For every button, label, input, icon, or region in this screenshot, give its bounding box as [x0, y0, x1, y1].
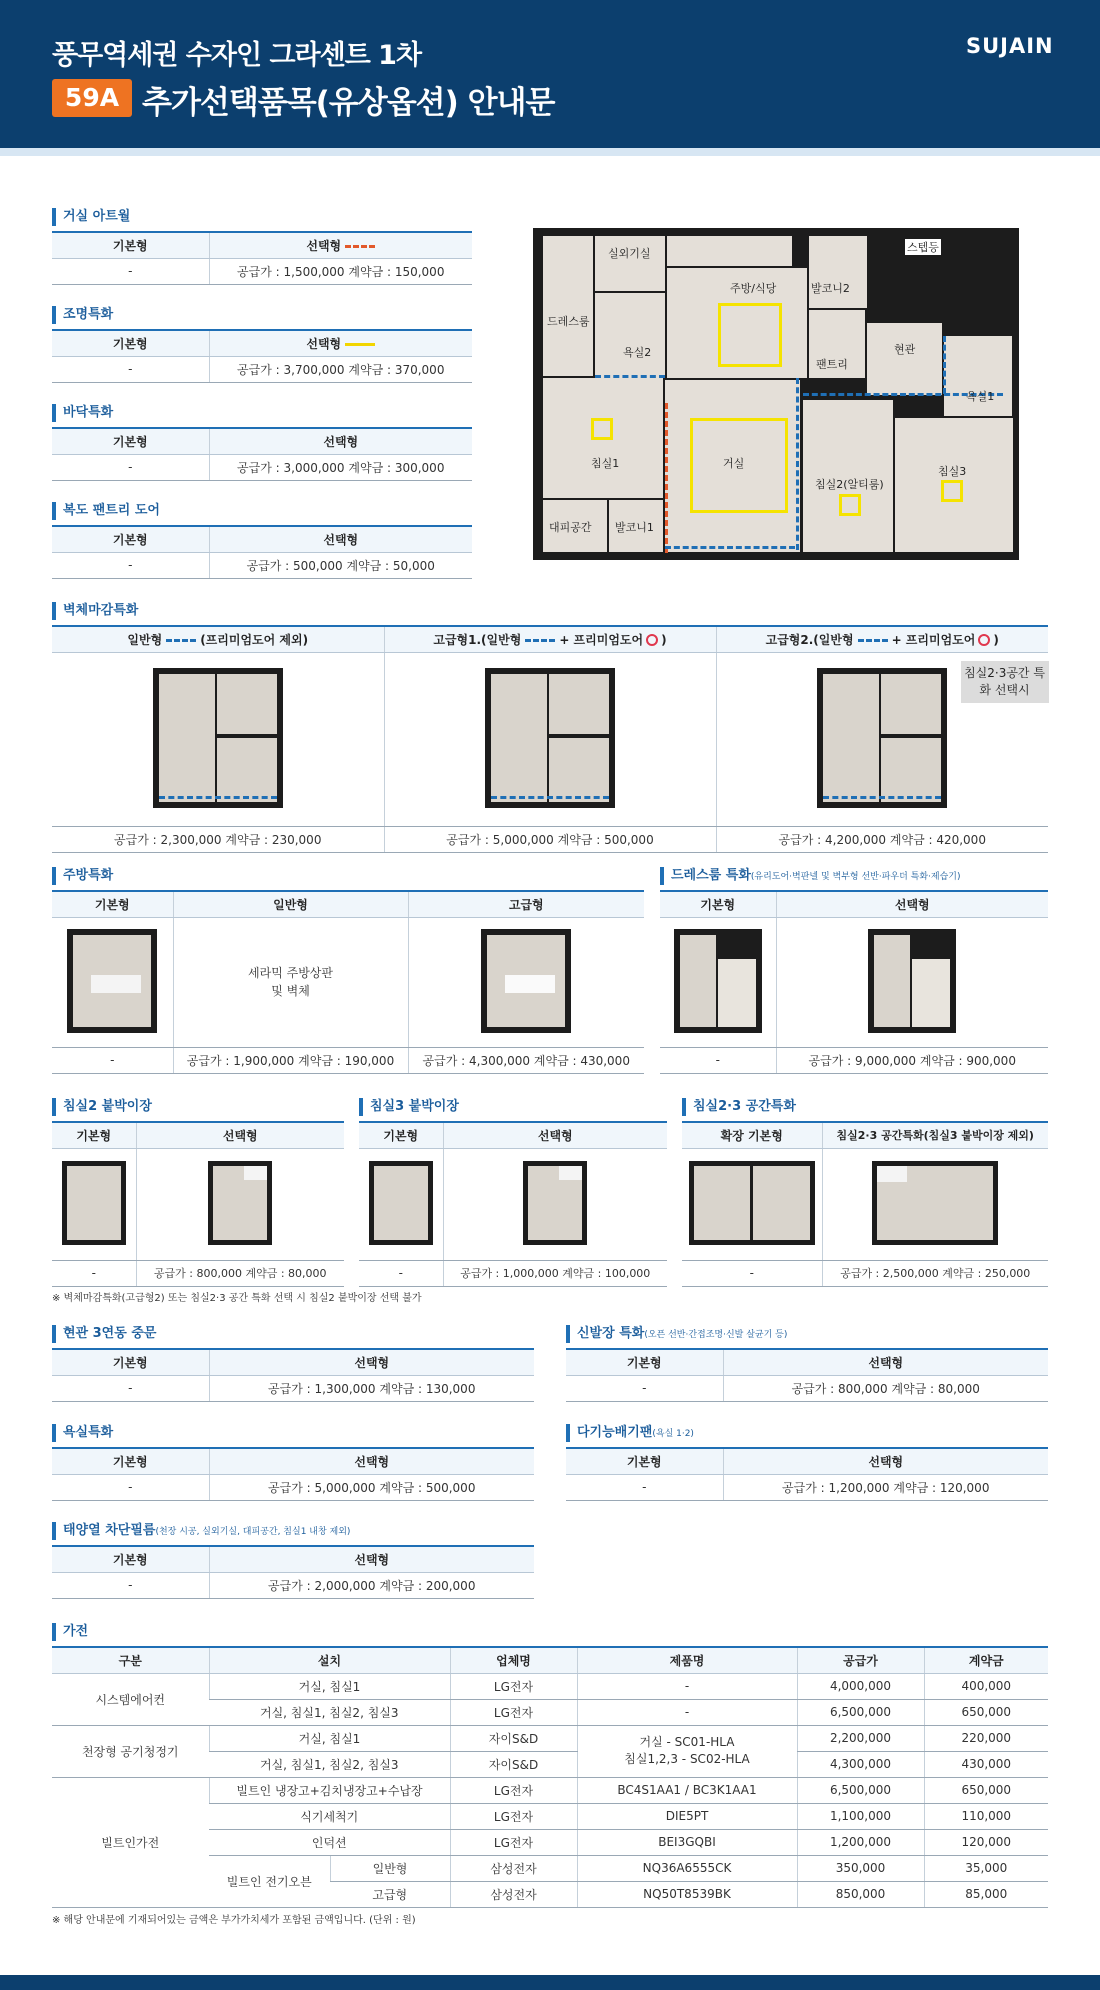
section-title: 조명특화: [52, 306, 472, 324]
oven-type-cell: 일반형: [330, 1855, 450, 1881]
bed1-light-highlight: [591, 418, 613, 440]
price-cell: 공급가 : 5,000,000 계약금 : 500,000: [209, 1474, 534, 1500]
kitchen-light-highlight: [718, 303, 782, 367]
product-cell: BEI3GQBI: [577, 1829, 797, 1855]
col-selected: 선택형: [209, 1349, 534, 1375]
price-cell: 공급가 : 5,000,000 계약금 : 500,000: [384, 826, 716, 852]
unit-type-badge: 59A: [52, 79, 132, 117]
plan-normal-cell: [52, 652, 384, 826]
price-cell: 공급가 : 9,000,000 계약금 : 900,000: [776, 1047, 1048, 1073]
price-cell: 공급가 : 1,900,000 계약금 : 190,000: [173, 1047, 408, 1073]
option-table: [52, 231, 472, 285]
basic-value: -: [566, 1375, 723, 1401]
col-deposit: 계약금: [924, 1647, 1048, 1673]
room-plan: [872, 1161, 998, 1245]
plan-premium2-cell: [716, 652, 1048, 826]
red-circle-legend-icon: [646, 634, 658, 646]
section-title: 바닥특화: [52, 404, 472, 422]
price-cell: 공급가 : 500,000 계약금 : 50,000: [209, 552, 472, 578]
red-circle-legend-icon: [978, 634, 990, 646]
blue-dash-legend-icon: [166, 639, 196, 642]
floor-section: [52, 404, 472, 481]
section-title: 다기능배기팬(욕실 1·2): [566, 1424, 1048, 1442]
bath2-area: [595, 293, 665, 378]
bed2-light-highlight: [839, 494, 861, 516]
price-cell: 공급가 : 3,000,000 계약금 : 300,000: [209, 454, 472, 480]
space-option-tag: 침실2·3공간 특화 선택시: [961, 661, 1049, 703]
price-cell: 공급가 : 2,500,000 계약금 : 250,000: [822, 1260, 1048, 1286]
kitchen-normal-desc: 세라믹 주방상판 및 벽체: [173, 917, 408, 1047]
col-product: 제품명: [577, 1647, 797, 1673]
product-cell: -: [577, 1699, 797, 1725]
option-table: [52, 1545, 534, 1599]
basic-image-cell: [52, 1148, 136, 1260]
room-label: 침실3: [938, 465, 967, 478]
company-cell: 삼성전자: [450, 1881, 577, 1907]
basic-value: -: [52, 1572, 209, 1598]
col-normal: 일반형 (프리미엄도어 제외): [52, 626, 384, 652]
col-selected: 선택형: [723, 1448, 1048, 1474]
kitchen-section: [52, 867, 644, 1074]
option-table: [52, 329, 472, 383]
supply-cell: 6,500,000: [797, 1699, 924, 1725]
balcony2-area: [809, 236, 867, 308]
basic-value: -: [359, 1260, 443, 1286]
room-plan: [62, 1161, 126, 1245]
option-table: [52, 1121, 344, 1287]
deposit-cell: 650,000: [924, 1777, 1048, 1803]
lighting-section: [52, 306, 472, 383]
deposit-cell: 650,000: [924, 1699, 1048, 1725]
company-cell: LG전자: [450, 1829, 577, 1855]
room-label: 발코니2: [811, 282, 850, 295]
price-cell: 공급가 : 1,500,000 계약금 : 150,000: [209, 258, 472, 284]
room-label: 욕실1: [966, 390, 995, 403]
col-basic: 기본형: [359, 1122, 443, 1148]
col-premium1: 고급형1.(일반형 + 프리미엄도어 ): [384, 626, 716, 652]
complex-title: 풍무역세권 수자인 그라센트 1차: [52, 40, 422, 71]
section-title: 욕실특화: [52, 1424, 534, 1442]
install-cell: 거실, 침실1, 침실2, 침실3: [209, 1751, 450, 1777]
deposit-cell: 120,000: [924, 1829, 1048, 1855]
section-title: 현관 3연동 중문: [52, 1325, 534, 1343]
basic-value: -: [52, 1375, 209, 1401]
room-label: 대피공간: [549, 521, 592, 534]
price-cell: 공급가 : 3,700,000 계약금 : 370,000: [209, 356, 472, 382]
selected-image-cell: [136, 1148, 344, 1260]
install-cell: 인덕션: [209, 1829, 450, 1855]
plan-premium1-cell: [384, 652, 716, 826]
kitchen-table: [52, 890, 644, 1074]
dressroom-table: [660, 890, 1048, 1074]
room-label: 침실2(알티룸): [815, 478, 884, 491]
room-plan: [208, 1161, 272, 1245]
category-cell: 천장형 공기청정기: [52, 1725, 209, 1777]
basic-value: -: [52, 356, 209, 382]
room-label: 욕실2: [623, 346, 652, 359]
product-cell: DIE5PT: [577, 1803, 797, 1829]
supply-cell: 4,300,000: [797, 1751, 924, 1777]
section-title: 신발장 특화(오픈 선반·간접조명·신발 살균기 등): [566, 1325, 1048, 1343]
document-subtitle: 추가선택품목(유상옵션) 안내문: [142, 85, 555, 121]
option-table: [566, 1447, 1048, 1501]
art-wall-marker: [665, 403, 668, 553]
kitchen-basic-plan: [67, 929, 157, 1033]
col-basic: 기본형: [52, 232, 209, 258]
header-divider: [0, 148, 1100, 156]
col-basic: 확장 기본형: [682, 1122, 822, 1148]
blue-dash-legend-icon: [525, 639, 555, 642]
kitchen-premium-image-cell: [408, 917, 644, 1047]
oven-label-cell: 빌트인 전기오븐: [209, 1855, 330, 1907]
bed3-light-highlight: [941, 480, 963, 502]
basic-value: -: [566, 1474, 723, 1500]
col-selected: 침실2·3 공간특화(침실3 붙박이장 제외): [822, 1122, 1048, 1148]
company-cell: LG전자: [450, 1777, 577, 1803]
product-cell: 거실 - SC01-HLA 침실1,2,3 - SC02-HLA: [577, 1725, 797, 1777]
product-cell: NQ36A6555CK: [577, 1855, 797, 1881]
mini-floor-plan: [153, 668, 283, 808]
col-basic: 기본형: [52, 428, 209, 454]
category-cell: 시스템에어컨: [52, 1673, 209, 1725]
product-cell: NQ50T8539BK: [577, 1881, 797, 1907]
closet-restriction-note: ※ 벽체마감특화(고급형2) 또는 침실2·3 공간 특화 선택 시 침실2 붙박이장 선택 불가: [52, 1293, 422, 1304]
install-cell: 빌트인 냉장고+김치냉장고+수납장: [209, 1777, 450, 1803]
section-title: 침실2 붙박이장: [52, 1098, 344, 1116]
col-premium: 고급형: [408, 891, 644, 917]
living-art-wall-section: [52, 208, 472, 285]
supply-cell: 850,000: [797, 1881, 924, 1907]
kitchen-counter: [667, 236, 792, 266]
room-label: 팬트리: [816, 358, 848, 371]
deposit-cell: 430,000: [924, 1751, 1048, 1777]
col-selected: 선택형: [209, 1448, 534, 1474]
selected-image-cell: [443, 1148, 667, 1260]
col-selected: 선택형: [443, 1122, 667, 1148]
room-label: 현관: [894, 343, 916, 356]
room-plan: [369, 1161, 433, 1245]
col-selected: 선택형: [136, 1122, 344, 1148]
company-cell: 삼성전자: [450, 1855, 577, 1881]
col-basic: 기본형: [566, 1448, 723, 1474]
section-title: 주방특화: [52, 867, 644, 885]
basic-value: -: [52, 1474, 209, 1500]
col-normal: 일반형: [173, 891, 408, 917]
dress-basic-image-cell: [660, 917, 776, 1047]
price-cell: 공급가 : 2,300,000 계약금 : 230,000: [52, 826, 384, 852]
dress-basic-plan: [674, 929, 762, 1033]
supply-cell: 1,100,000: [797, 1803, 924, 1829]
col-selected: 선택형: [209, 232, 472, 258]
header-banner: [0, 0, 1100, 148]
room-label: 스텝등: [907, 241, 939, 254]
mini-floor-plan: [817, 668, 947, 808]
room-label: 드레스룸: [547, 315, 590, 328]
exhaust-fan-section: [566, 1424, 1048, 1501]
shoe-cabinet-section: [566, 1325, 1048, 1402]
supply-cell: 350,000: [797, 1855, 924, 1881]
section-title: 복도 팬트리 도어: [52, 502, 472, 520]
basic-value: -: [660, 1047, 776, 1073]
wall-finish-table: [52, 625, 1048, 853]
basic-value: -: [52, 258, 209, 284]
supply-cell: 2,200,000: [797, 1725, 924, 1751]
wall-finish-marker: [665, 546, 795, 549]
col-category: 구분: [52, 1647, 209, 1673]
col-selected: 선택형: [723, 1349, 1048, 1375]
blue-dash-legend-icon: [858, 639, 888, 642]
room-label: 침실1: [591, 457, 620, 470]
room-plan: [523, 1161, 587, 1245]
col-basic: 기본형: [52, 1546, 209, 1572]
price-cell: 공급가 : 800,000 계약금 : 80,000: [136, 1260, 344, 1286]
pantry-door-section: [52, 502, 472, 579]
install-cell: 거실, 침실1: [209, 1673, 450, 1699]
dress-selected-plan: [868, 929, 956, 1033]
deposit-cell: 400,000: [924, 1673, 1048, 1699]
supply-cell: 4,000,000: [797, 1673, 924, 1699]
selected-image-cell: [822, 1148, 1048, 1260]
basic-value: -: [682, 1260, 822, 1286]
basic-value: -: [52, 1047, 173, 1073]
wall-finish-marker: [796, 378, 799, 550]
col-basic: 기본형: [52, 330, 209, 356]
col-selected: 선택형: [209, 428, 472, 454]
col-selected: 선택형: [209, 526, 472, 552]
bed2-closet-section: [52, 1098, 344, 1287]
col-install: 설치: [209, 1647, 450, 1673]
section-title: 드레스룸 특화(유리도어·벽판넬 및 벽부형 선반·파우더 특화·제습기): [660, 867, 1048, 885]
col-basic: 기본형: [52, 891, 173, 917]
col-basic: 기본형: [566, 1349, 723, 1375]
install-cell: 거실, 침실1, 침실2, 침실3: [209, 1699, 450, 1725]
bath-section: [52, 1424, 534, 1501]
product-cell: -: [577, 1673, 797, 1699]
col-selected: 선택형: [776, 891, 1048, 917]
company-cell: LG전자: [450, 1803, 577, 1829]
footer-bar: [0, 1975, 1100, 1990]
col-premium2: 고급형2.(일반형 + 프리미엄도어 ): [716, 626, 1048, 652]
price-cell: 공급가 : 4,300,000 계약금 : 430,000: [408, 1047, 644, 1073]
col-selected: 선택형: [209, 330, 472, 356]
install-cell: 식기세척기: [209, 1803, 450, 1829]
wall-finish-marker: [595, 375, 665, 378]
brand-logo: SUJAIN: [966, 34, 1054, 58]
col-selected: 선택형: [209, 1546, 534, 1572]
kitchen-basic-image-cell: [52, 917, 173, 1047]
price-cell: 공급가 : 1,300,000 계약금 : 130,000: [209, 1375, 534, 1401]
basic-image-cell: [359, 1148, 443, 1260]
option-table: [52, 427, 472, 481]
company-cell: 자이S&D: [450, 1751, 577, 1777]
entrance-door-section: [52, 1325, 534, 1402]
section-title: 침실3 붙박이장: [359, 1098, 667, 1116]
entrance-area: [867, 323, 942, 395]
col-basic: 기본형: [660, 891, 776, 917]
deposit-cell: 220,000: [924, 1725, 1048, 1751]
bed3-closet-section: [359, 1098, 667, 1287]
option-table: [52, 1447, 534, 1501]
oven-type-cell: 고급형: [330, 1881, 450, 1907]
dress-selected-image-cell: [776, 917, 1048, 1047]
yellow-line-legend-icon: [345, 343, 375, 346]
product-cell: BC4S1AA1 / BC3K1AA1: [577, 1777, 797, 1803]
company-cell: LG전자: [450, 1673, 577, 1699]
section-title: 거실 아트월: [52, 208, 472, 226]
col-basic: 기본형: [52, 1448, 209, 1474]
supply-cell: 1,200,000: [797, 1829, 924, 1855]
bath1-area: [944, 336, 1012, 416]
price-cell: 공급가 : 800,000 계약금 : 80,000: [723, 1375, 1048, 1401]
price-cell: 공급가 : 1,000,000 계약금 : 100,000: [443, 1260, 667, 1286]
company-cell: 자이S&D: [450, 1725, 577, 1751]
price-cell: 공급가 : 1,200,000 계약금 : 120,000: [723, 1474, 1048, 1500]
deposit-cell: 35,000: [924, 1855, 1048, 1881]
price-cell: 공급가 : 2,000,000 계약금 : 200,000: [209, 1572, 534, 1598]
col-company: 업체명: [450, 1647, 577, 1673]
supply-cell: 6,500,000: [797, 1777, 924, 1803]
wall-finish-marker: [943, 336, 946, 394]
col-basic: 기본형: [52, 526, 209, 552]
option-table: [566, 1348, 1048, 1402]
company-cell: LG전자: [450, 1699, 577, 1725]
option-table: [52, 1348, 534, 1402]
red-dash-legend-icon: [345, 245, 375, 248]
deposit-cell: 110,000: [924, 1803, 1048, 1829]
col-basic: 기본형: [52, 1122, 136, 1148]
solar-film-section: [52, 1522, 534, 1599]
appliance-section: [52, 1623, 1048, 1908]
room-label: 거실: [723, 457, 745, 470]
room-plan: [689, 1161, 815, 1245]
mini-floor-plan: [485, 668, 615, 808]
section-title: 침실2·3 공간특화: [682, 1098, 1048, 1116]
option-table: [52, 525, 472, 579]
vat-note: ※ 해당 안내문에 기재되어있는 금액은 부가가치세가 포함된 금액입니다. (단위 : 원): [52, 1915, 416, 1926]
dressroom-section: [660, 867, 1048, 1074]
kitchen-premium-plan: [481, 929, 571, 1033]
option-table: [359, 1121, 667, 1287]
dressroom-area: [543, 236, 593, 376]
room-label: 주방/식당: [730, 282, 777, 295]
col-basic: 기본형: [52, 1349, 209, 1375]
deposit-cell: 85,000: [924, 1881, 1048, 1907]
appliance-table: [52, 1646, 1048, 1908]
section-title: 태양열 차단필름(천장 시공, 실외기실, 대피공간, 침실1 내창 제외): [52, 1522, 534, 1540]
section-title: 가전: [52, 1623, 1048, 1641]
unit-floor-plan: [533, 228, 1019, 560]
section-title: 벽체마감특화: [52, 602, 1048, 620]
room-label: 실외기실: [608, 247, 651, 260]
bed23-space-section: [682, 1098, 1048, 1287]
category-cell: 빌트인가전: [52, 1777, 209, 1907]
room-label: 발코니1: [615, 521, 654, 534]
basic-value: -: [52, 454, 209, 480]
basic-image-cell: [682, 1148, 822, 1260]
option-table: [682, 1121, 1048, 1287]
install-cell: 거실, 침실1: [209, 1725, 450, 1751]
price-cell: 공급가 : 4,200,000 계약금 : 420,000: [716, 826, 1048, 852]
basic-value: -: [52, 1260, 136, 1286]
wall-finish-section: [52, 602, 1048, 853]
col-supply: 공급가: [797, 1647, 924, 1673]
basic-value: -: [52, 552, 209, 578]
